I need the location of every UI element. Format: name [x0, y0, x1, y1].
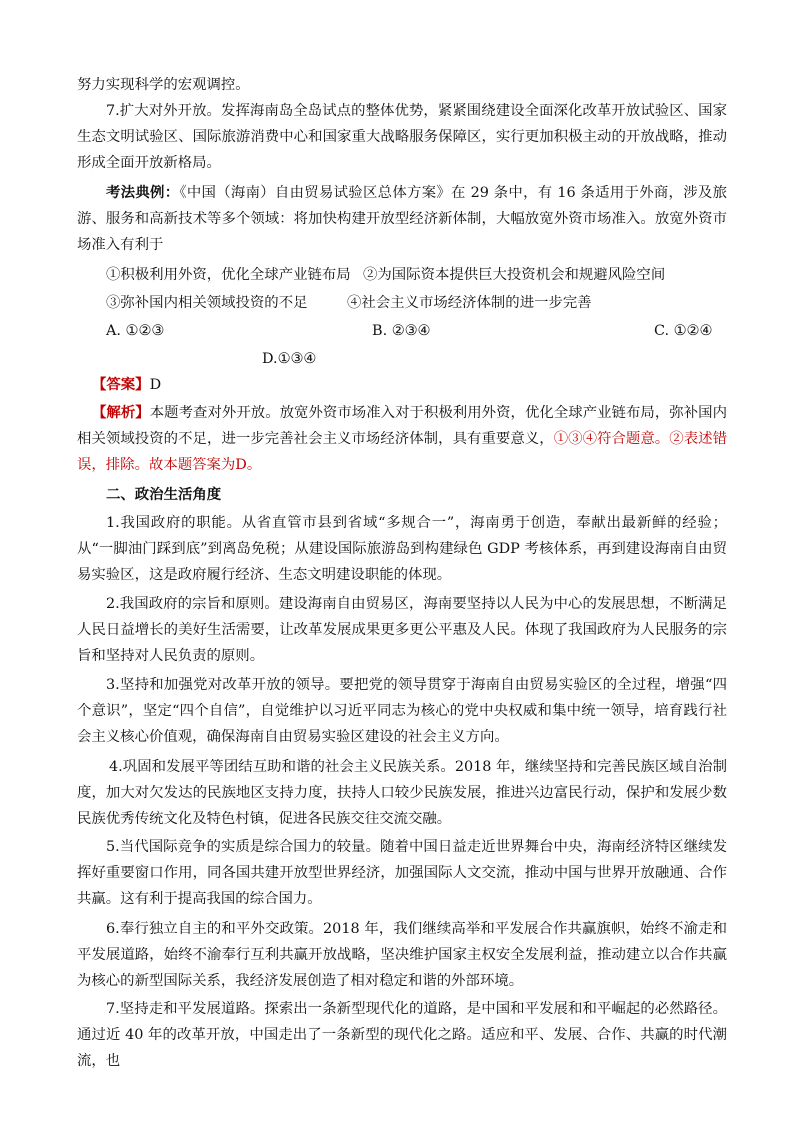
section-2-heading: 二、政治生活角度 — [106, 486, 222, 503]
option-b: B. ②③④ — [372, 323, 431, 339]
item-4-paragraph: 4.巩固和发展平等团结互助和谐的社会主义民族关系。2018 年，继续坚持和完善民族区域自治制度，加大对欠发达的民族地区支持力度，扶持人口较少民族发展，推进兴边富民行动，保护和发展少数民族优秀传统文化及特色村镇，促进各民族交往交流交融。 — [77, 759, 727, 827]
option-a: A. ①②③ — [106, 323, 165, 339]
item-5-paragraph: 5.当代国际竞争的实质是综合国力的较量。随着中国日益走近世界舞台中央，海南经济特区继续发挥好重要窗口作用，同各国共建开放型世界经济，加强国际人文交流，推动中国与世界开放融通、合作共赢。这有利于提高我国的综合国力。 — [77, 839, 727, 907]
intro-tail-text: 努力实现科学的宏观调控。 — [77, 77, 250, 93]
item-7-paragraph: 7.坚持走和平发展道路。探索出一条新型现代化的道路，是中国和平发展和和平崛起的必然路径。通过近 40 年的改革开放，中国走出了一条新型的现代化之路。适应和平、发展、合作、共赢的时代潮流，也 — [77, 1001, 727, 1069]
answer-label: 【答案】 — [92, 376, 150, 393]
analysis-tail: ①③④符合题意。②表述错误，排除。故本题答案为D。 — [77, 431, 727, 473]
statement-4: ④社会主义市场经济体制的进一步完善 — [347, 295, 592, 311]
statement-3: ③弥补国内相关领域投资的不足 — [106, 295, 308, 311]
point-7-paragraph: 7.扩大对外开放。发挥海南岛全岛试点的整体优势，紧紧围绕建设全面深化改革开放试验区、国家生态文明试验区、国际旅游消费中心和国家重大战略服务保障区，实行更加积极主动的开放战略，推动形成全面开放新格局。 — [77, 103, 727, 171]
answer-value: D — [149, 377, 162, 393]
analysis-paragraph — [77, 400, 727, 478]
example-paragraph — [77, 180, 727, 258]
statement-2: ②为国际资本提供巨大投资机会和规避风险空间 — [363, 267, 666, 283]
item-3-paragraph: 3.坚持和加强党对改革开放的领导。要把党的领导贯穿于海南自由贸易实验区的全过程，增强“四个意识”，坚定“四个自信”，自觉维护以习近平同志为核心的党中央权威和集中统一领导，培育践行社会主义核心价值观，确保海南自由贸易实验区建设的社会主义方向。 — [77, 677, 727, 745]
item-1-paragraph: 1.我国政府的职能。从省直管市县到省域“多规合一”，海南勇于创造，奉献出最新鲜的经验；从“一脚油门踩到底”到离岛免税；从建设国际旅游岛到构建绿色 GDP 考核体系，再到建设海南自由贸易实验区，这是政府履行经济、生态文明建设职能的体现。 — [77, 515, 727, 583]
item-6-paragraph: 6.奉行独立自主的和平外交政策。2018 年，我们继续高举和平发展合作共赢旗帜，始终不渝走和平发展道路，始终不渝奉行互利共赢开放战略，坚决维护国家主权安全发展利益，推动建立以合作共赢为核心的新型国际关系，我经济发展创造了相对稳定和谐的外部环境。 — [77, 921, 727, 989]
example-label: 考法典例： — [106, 184, 180, 201]
statement-1: ①积极利用外资，优化全球产业链布局 — [106, 267, 351, 283]
option-c: C. ①②④ — [654, 323, 713, 339]
answer-line — [92, 372, 161, 398]
analysis-text: 本题考查对外开放。放宽外资市场准入对于积极利用外资，优化全球产业链布局，弥补国内相关领域投资的不足，进一步完善社会主义市场经济体制，具有重要意义， — [77, 405, 727, 447]
analysis-label: 【解析】 — [92, 404, 150, 421]
option-d: D.①③④ — [262, 351, 317, 367]
item-2-paragraph: 2.我国政府的宗旨和原则。建设海南自由贸易区，海南要坚持以人民为中心的发展思想，不断满足人民日益增长的美好生活需要，让改革发展成果更多更公平惠及人民。体现了我国政府为人民服务的宗旨和坚持对人民负责的原则。 — [77, 596, 727, 664]
example-text: 《中国（海南）自由贸易试验区总体方案》在 29 条中，有 16 条适用于外商，涉及旅游、服务和高新技术等多个领域：将加快构建开放型经济新体制，大幅放宽外资市场准入。放宽外资市场准入有利于 — [77, 185, 727, 253]
